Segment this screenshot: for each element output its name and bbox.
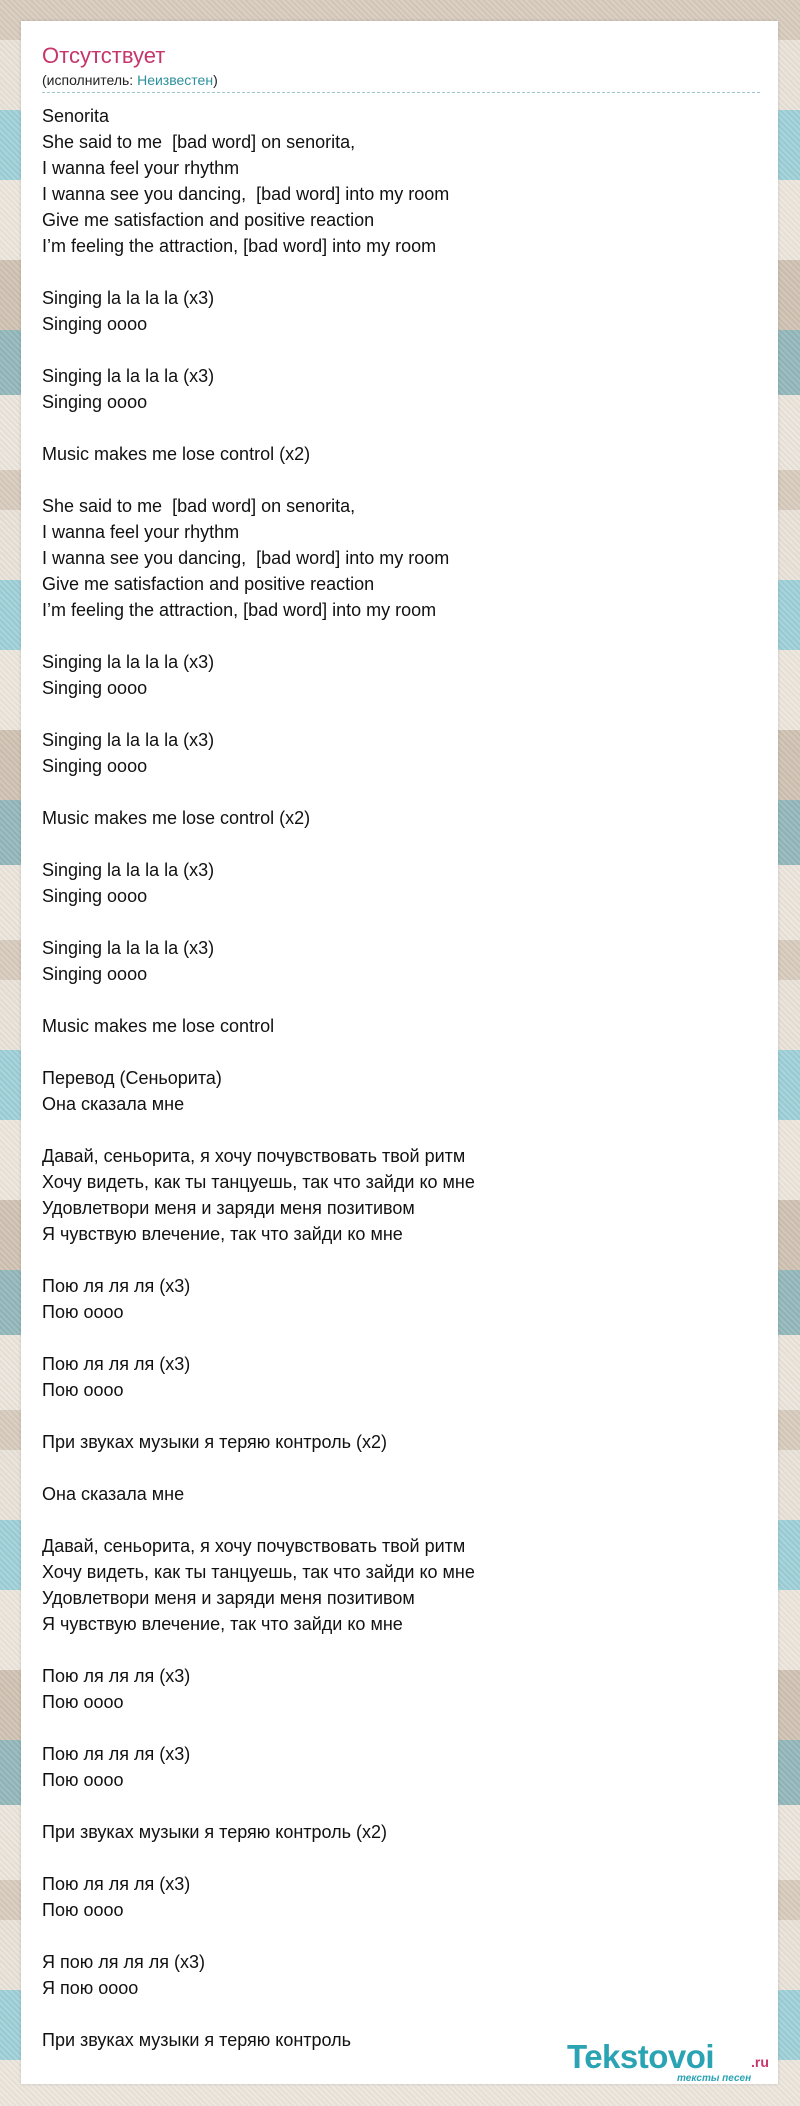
lyric-line: Singing oooo bbox=[42, 392, 148, 412]
lyric-line bbox=[42, 1403, 757, 1429]
lyric-line: Give me satisfaction and positive reaction bbox=[42, 574, 375, 594]
lyric-line bbox=[42, 259, 757, 285]
logo-domain: .ru bbox=[751, 2054, 769, 2070]
lyric-line: Пою оооо bbox=[42, 1302, 124, 1322]
lyric-line: Пою ля ля ля (x3) bbox=[42, 1666, 191, 1686]
lyric-line: Пою оооо bbox=[42, 1770, 124, 1790]
lyric-line: I’m feeling the attraction, [bad word] into my room bbox=[42, 600, 437, 620]
lyric-line: Я чувствую влечение, так что зайди ко мне bbox=[42, 1614, 403, 1634]
lyric-line: Singing oooo bbox=[42, 964, 148, 984]
lyric-line: Singing oooo bbox=[42, 314, 148, 334]
lyric-line: I’m feeling the attraction, [bad word] into my room bbox=[42, 236, 437, 256]
lyric-line bbox=[42, 909, 757, 935]
lyric-line: Singing oooo bbox=[42, 756, 148, 776]
lyric-line bbox=[42, 1325, 757, 1351]
lyric-line: Music makes me lose control (x2) bbox=[42, 808, 311, 828]
lyric-line bbox=[42, 1455, 757, 1481]
lyric-line: Singing la la la la (x3) bbox=[42, 938, 215, 958]
lyric-line: Удовлетвори меня и заряди меня позитивом bbox=[42, 1588, 415, 1608]
lyric-line: Пою ля ля ля (x3) bbox=[42, 1354, 191, 1374]
lyric-line: Singing oooo bbox=[42, 678, 148, 698]
lyric-line: Singing la la la la (x3) bbox=[42, 652, 215, 672]
lyric-line bbox=[42, 623, 757, 649]
lyric-line: Пою оооо bbox=[42, 1900, 124, 1920]
lyrics-card bbox=[21, 21, 778, 2084]
lyric-line bbox=[42, 1923, 757, 1949]
lyric-line: Я чувствую влечение, так что зайди ко мне bbox=[42, 1224, 403, 1244]
lyric-line bbox=[42, 831, 757, 857]
lyric-line: I wanna see you dancing, [bad word] into my room bbox=[42, 548, 450, 568]
lyric-line: She said to me [bad word] on senorita, bbox=[42, 132, 356, 152]
lyric-line: Music makes me lose control bbox=[42, 1016, 275, 1036]
lyric-line bbox=[42, 1039, 757, 1065]
lyric-line bbox=[42, 701, 757, 727]
lyrics-text bbox=[42, 103, 757, 2053]
lyric-line: Я пою оооо bbox=[42, 1978, 139, 1998]
lyric-line bbox=[42, 1845, 757, 1871]
artist-line bbox=[42, 72, 218, 88]
artist-link[interactable]: Неизвестен bbox=[137, 72, 214, 88]
lyric-line: Хочу видеть, как ты танцуешь, так что зайди ко мне bbox=[42, 1172, 475, 1192]
lyric-line: I wanna feel your rhythm bbox=[42, 522, 240, 542]
lyric-line: Перевод (Сеньорита) bbox=[42, 1068, 222, 1088]
lyric-line: Give me satisfaction and positive reaction bbox=[42, 210, 375, 230]
lyric-line: При звуках музыки я теряю контроль (x2) bbox=[42, 1432, 388, 1452]
lyric-line: Хочу видеть, как ты танцуешь, так что зайди ко мне bbox=[42, 1562, 475, 1582]
lyric-line bbox=[42, 779, 757, 805]
lyric-line: Singing oooo bbox=[42, 886, 148, 906]
lyric-line: При звуках музыки я теряю контроль (x2) bbox=[42, 1822, 388, 1842]
lyric-line bbox=[42, 1117, 757, 1143]
logo-brand: Tekstovoi bbox=[567, 2038, 715, 2075]
lyric-line: Senorita bbox=[42, 106, 110, 126]
lyric-line: Пою оооо bbox=[42, 1692, 124, 1712]
lyric-line: I wanna see you dancing, [bad word] into my room bbox=[42, 184, 450, 204]
lyric-line: Пою оооо bbox=[42, 1380, 124, 1400]
lyric-line bbox=[42, 1793, 757, 1819]
lyric-line: Я пою ля ля ля (x3) bbox=[42, 1952, 206, 1972]
lyric-line: Пою ля ля ля (x3) bbox=[42, 1276, 191, 1296]
lyric-line: Singing la la la la (x3) bbox=[42, 730, 215, 750]
lyric-line: She said to me [bad word] on senorita, bbox=[42, 496, 356, 516]
lyric-line bbox=[42, 337, 757, 363]
song-title: Отсутствует bbox=[42, 43, 166, 68]
lyric-line: Singing la la la la (x3) bbox=[42, 860, 215, 880]
lyric-line bbox=[42, 1507, 757, 1533]
lyric-line: Она сказала мне bbox=[42, 1484, 185, 1504]
lyric-line bbox=[42, 2001, 757, 2027]
lyric-line bbox=[42, 1247, 757, 1273]
lyric-line: Music makes me lose control (x2) bbox=[42, 444, 311, 464]
lyric-line: Singing la la la la (x3) bbox=[42, 366, 215, 386]
lyric-line: Давай, сеньорита, я хочу почувствовать твой ритм bbox=[42, 1146, 466, 1166]
logo-tagline: тексты песен bbox=[677, 2073, 752, 2084]
lyric-line: I wanna feel your rhythm bbox=[42, 158, 240, 178]
lyric-line bbox=[42, 467, 757, 493]
lyric-line bbox=[42, 415, 757, 441]
lyric-line bbox=[42, 1637, 757, 1663]
lyric-line bbox=[42, 987, 757, 1013]
lyric-line bbox=[42, 1715, 757, 1741]
lyric-line: Пою ля ля ля (x3) bbox=[42, 1744, 191, 1764]
lyric-line: Singing la la la la (x3) bbox=[42, 288, 215, 308]
lyric-line: Пою ля ля ля (x3) bbox=[42, 1874, 191, 1894]
lyric-line: Удовлетвори меня и заряди меня позитивом bbox=[42, 1198, 415, 1218]
lyric-line: Она сказала мне bbox=[42, 1094, 185, 1114]
lyric-line: При звуках музыки я теряю контроль bbox=[42, 2030, 352, 2050]
artist-prefix: (исполнитель: bbox=[42, 72, 138, 88]
artist-suffix: ) bbox=[213, 72, 218, 88]
title-divider bbox=[42, 92, 760, 93]
lyric-line: Давай, сеньорита, я хочу почувствовать твой ритм bbox=[42, 1536, 466, 1556]
tekstovoi-logo[interactable] bbox=[567, 2038, 767, 2082]
